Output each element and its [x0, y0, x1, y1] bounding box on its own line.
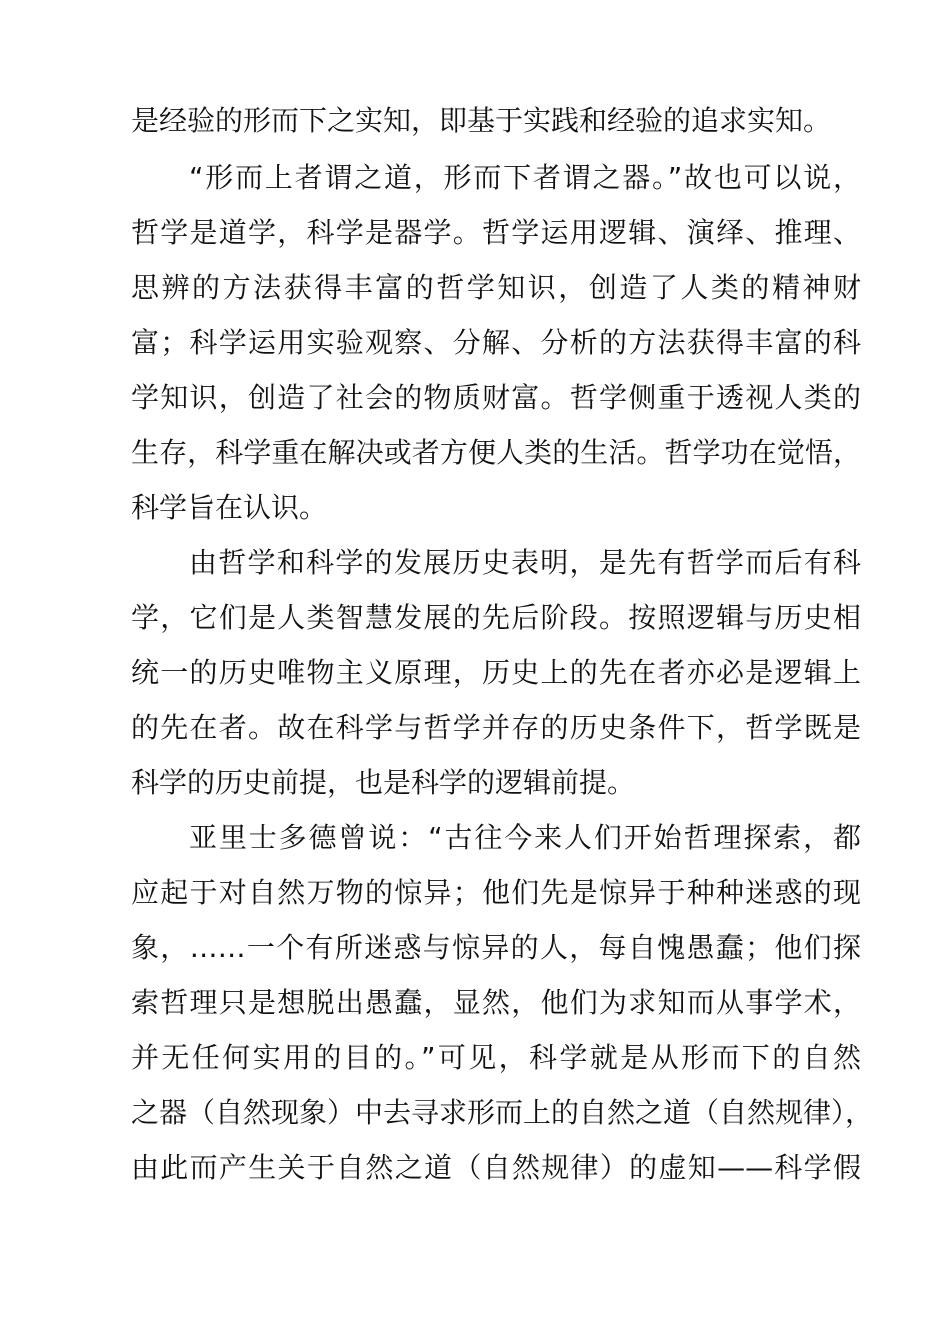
text-line: 科学旨在认识。 [131, 491, 328, 524]
text-line: 是经验的形而下之实知，即基于实践和经验的追求实知。 [131, 104, 832, 137]
text-line: 象，……一个有所迷惑与惊异的人，每自愧愚蠢；他们探 [131, 931, 861, 964]
text-line: 之器（自然现象）中去寻求形而上的自然之道（自然规律）， [131, 1096, 874, 1129]
text-line: 科学的历史前提，也是科学的逻辑前提。 [131, 766, 636, 799]
text-line: 索哲理只是想脱出愚蠢，显然，他们为求知而从事学术， [131, 986, 861, 1019]
paragraph-first-line: 亚里士多德曾说：“古往今来人们开始哲理探索，都 [189, 821, 861, 854]
text-line: 统一的历史唯物主义原理，历史上的先在者亦必是逻辑上 [131, 656, 861, 689]
text-line: 哲学是道学，科学是器学。哲学运用逻辑、演绎、推理、 [131, 216, 861, 249]
text-line: 的先在者。故在科学与哲学并存的历史条件下，哲学既是 [131, 711, 861, 744]
text-line: 学，它们是人类智慧发展的先后阶段。按照逻辑与历史相 [131, 601, 861, 634]
text-line: 并无任何实用的目的。”可见，科学就是从形而下的自然 [131, 1041, 861, 1074]
text-line: 学知识，创造了社会的物质财富。哲学侧重于透视人类的 [131, 381, 861, 414]
text-line: 生存，科学重在解决或者方便人类的生活。哲学功在觉悟， [131, 436, 861, 469]
text-line: 应起于对自然万物的惊异；他们先是惊异于种种迷惑的现 [131, 876, 861, 909]
text-line: 由此而产生关于自然之道（自然规律）的虚知——科学假 [131, 1151, 861, 1184]
paragraph-first-line: 由哲学和科学的发展历史表明，是先有哲学而后有科 [189, 546, 861, 579]
text-line: 富；科学运用实验观察、分解、分析的方法获得丰富的科 [131, 326, 861, 359]
paragraph-first-line: “形而上者谓之道，形而下者谓之器。”故也可以说， [189, 161, 861, 194]
text-line: 思辨的方法获得丰富的哲学知识，创造了人类的精神财 [131, 271, 861, 304]
